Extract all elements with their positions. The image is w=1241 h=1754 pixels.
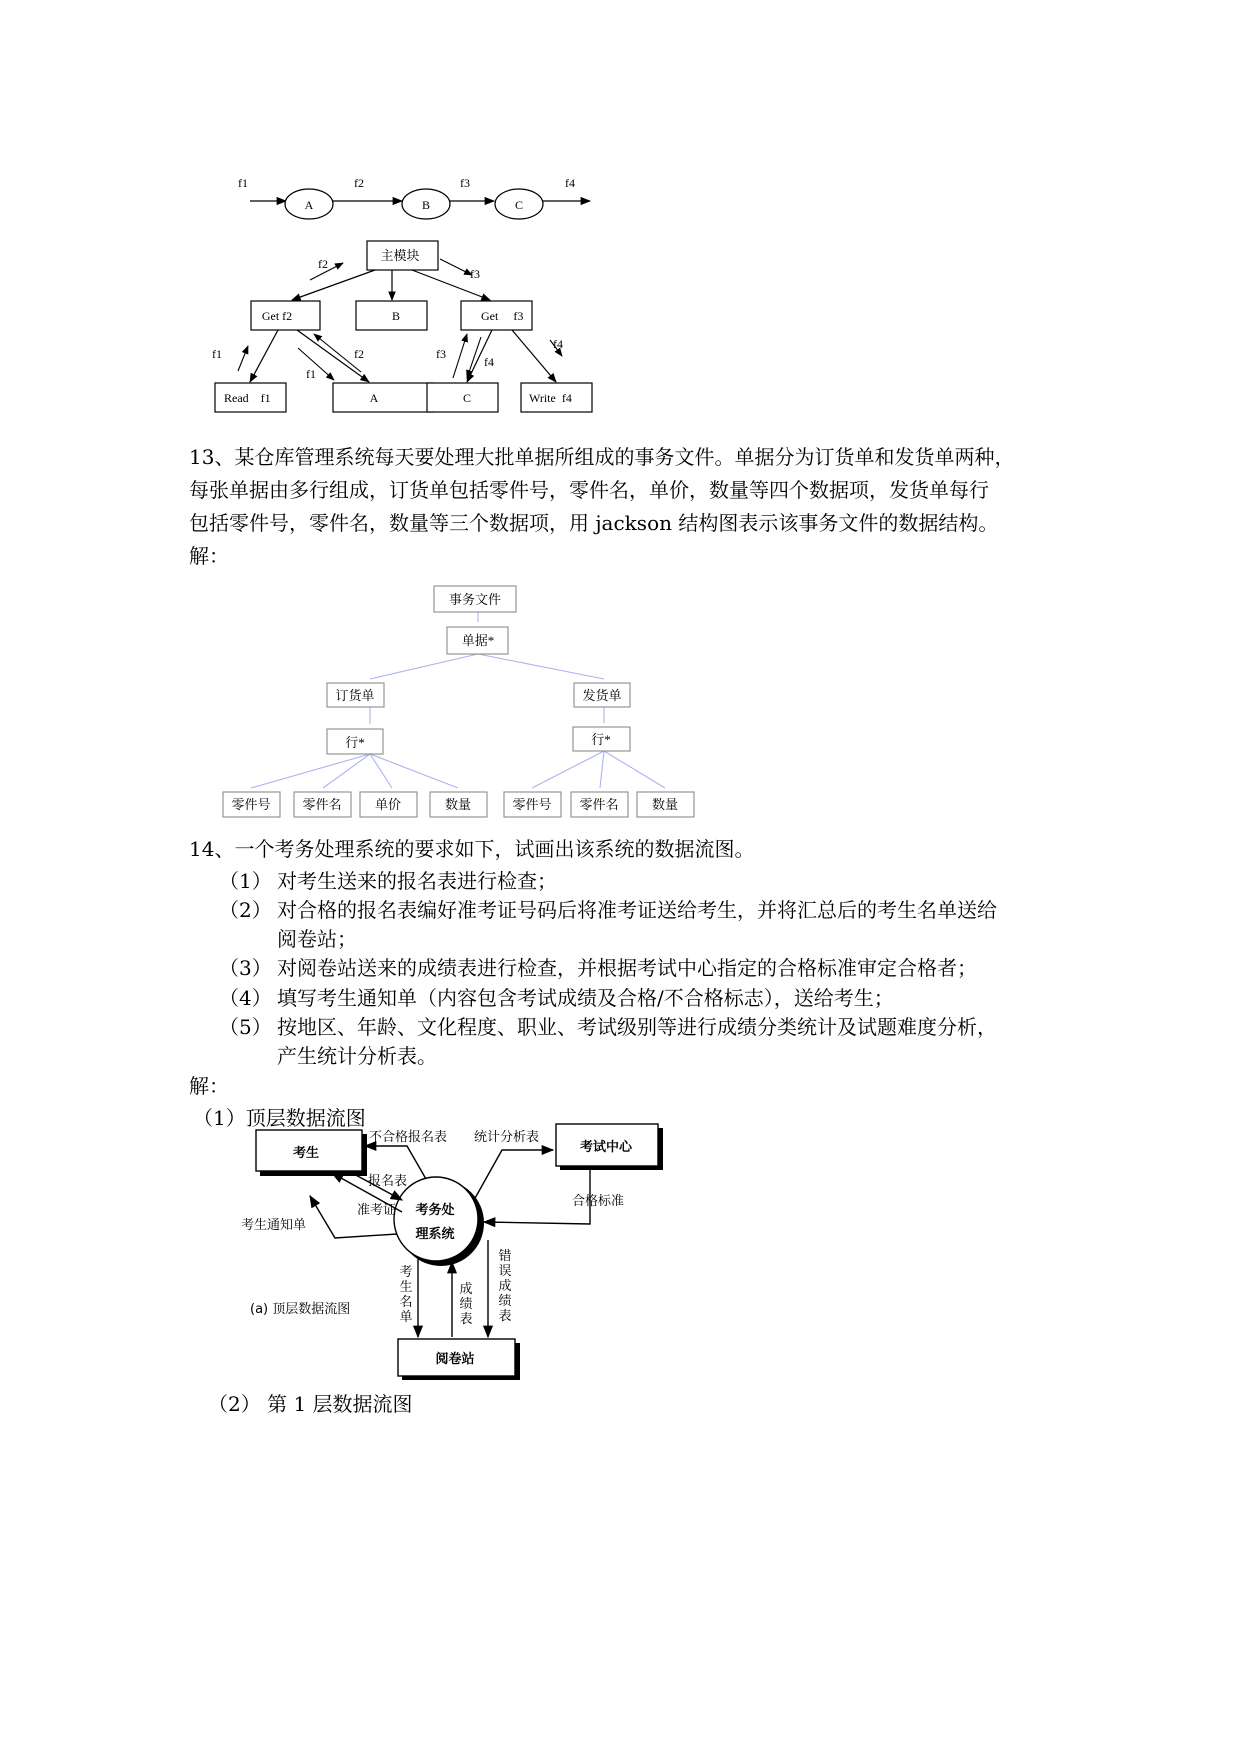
process-c-label: C bbox=[514, 198, 524, 212]
requirement-number: （2） bbox=[219, 898, 272, 922]
read-f1-label: Read f1 bbox=[224, 391, 271, 405]
question-14-intro: 14、一个考务处理系统的要求如下，试画出该系统的数据流图。 bbox=[189, 837, 755, 861]
label-ship-part-no: 零件号 bbox=[512, 797, 552, 812]
flow-application-form-label: 报名表 bbox=[368, 1174, 408, 1189]
label-shipping-form: 发货单 bbox=[582, 688, 622, 703]
label-document: 单据* bbox=[461, 633, 495, 648]
flow-reject-form-label: 不合格报名表 bbox=[369, 1130, 448, 1145]
process-exam-system-circle bbox=[394, 1177, 478, 1261]
flow-score-table-label: 成绩表 bbox=[459, 1282, 473, 1327]
b-module-label: B bbox=[391, 309, 401, 323]
label-ship-part-name: 零件名 bbox=[579, 797, 619, 812]
grading-station-label: 阅卷站 bbox=[435, 1352, 475, 1367]
label-shipping-row: 行* bbox=[591, 732, 611, 747]
requirement-text: 对考生送来的报名表进行检查； bbox=[277, 869, 557, 893]
label-order-row: 行* bbox=[345, 735, 365, 750]
label-f2-top: f2 bbox=[318, 257, 328, 271]
a-module-label: A bbox=[369, 391, 379, 405]
label-order-form: 订货单 bbox=[335, 688, 375, 703]
question-13-line-1: 13、某仓库管理系统每天要处理大批单据所组成的事务文件。单据分为订货单和发货单两种， bbox=[189, 445, 1015, 469]
flow-standard-label: 合格标准 bbox=[572, 1194, 625, 1209]
figure-caption: (a) 顶层数据流图 bbox=[250, 1302, 351, 1317]
label-f3-top: f3 bbox=[470, 267, 480, 281]
process-a-label: A bbox=[304, 198, 314, 212]
label-ship-qty: 数量 bbox=[651, 797, 679, 812]
label-f2-mid: f2 bbox=[354, 347, 364, 361]
main-module-label: 主模块 bbox=[380, 249, 420, 264]
label-f4-write: f4 bbox=[553, 337, 563, 351]
c-module-label: C bbox=[462, 391, 472, 405]
label-order-qty: 数量 bbox=[444, 797, 472, 812]
process-label-line-1: 考务处 bbox=[415, 1203, 455, 1218]
requirement-text: 对阅卷站送来的成绩表进行检查，并根据考试中心指定的合格标准审定合格者； bbox=[277, 956, 977, 980]
requirement-text: 阅卷站； bbox=[277, 927, 357, 951]
get-f3-label: Get f3 bbox=[481, 309, 524, 323]
write-f4-label: Write f4 bbox=[529, 391, 572, 405]
question-13-line-2: 每张单据由多行组成，订货单包括零件号，零件名，单价，数量等四个数据项，发货单每行 bbox=[189, 478, 989, 502]
exam-center-label: 考试中心 bbox=[579, 1140, 633, 1155]
requirement-text: 按地区、年龄、文化程度、职业、考试级别等进行成绩分类统计及试题难度分析， bbox=[277, 1015, 997, 1039]
requirement-number: （5） bbox=[219, 1015, 272, 1039]
requirement-number: （4） bbox=[219, 986, 272, 1010]
flow-stat-table-label: 统计分析表 bbox=[474, 1130, 540, 1145]
label-order-part-no: 零件号 bbox=[231, 797, 271, 812]
label-order-part-name: 零件名 bbox=[302, 797, 342, 812]
requirement-number: （3） bbox=[219, 956, 272, 980]
flow-f2-label: f2 bbox=[354, 176, 364, 190]
label-f4-c: f4 bbox=[484, 355, 494, 369]
requirement-number: （1） bbox=[219, 869, 272, 893]
subheading-top-level-dfd: （1）顶层数据流图 bbox=[193, 1106, 366, 1130]
question-14-answer-label: 解： bbox=[189, 1074, 229, 1098]
process-label-line-2: 理系统 bbox=[415, 1227, 455, 1242]
label-f1-left: f1 bbox=[212, 347, 222, 361]
flow-error-score-label: 错误成绩表 bbox=[498, 1249, 512, 1324]
flow-f3-label: f3 bbox=[460, 176, 470, 190]
subheading-level-1-dfd: （2） 第 1 层数据流图 bbox=[208, 1392, 413, 1416]
label-f3-c: f3 bbox=[436, 347, 446, 361]
label-transaction-file: 事务文件 bbox=[448, 592, 502, 607]
label-f1-mid: f1 bbox=[306, 367, 316, 381]
question-13-answer-label: 解： bbox=[189, 544, 229, 568]
question-13-line-3: 包括零件号，零件名，数量等三个数据项，用 jackson 结构图表示该事务文件的数据结构。 bbox=[189, 511, 999, 535]
flow-ticket-label: 准考证 bbox=[357, 1203, 397, 1218]
student-label: 考生 bbox=[292, 1146, 320, 1161]
label-order-price: 单价 bbox=[374, 797, 402, 812]
requirement-text: 对合格的报名表编好准考证号码后将准考证送给考生，并将汇总后的考生名单送给 bbox=[277, 898, 997, 922]
requirement-text: 产生统计分析表。 bbox=[277, 1044, 437, 1068]
requirement-text: 填写考生通知单（内容包含考试成绩及合格/不合格标志），送给考生； bbox=[277, 986, 894, 1010]
flow-f1-label: f1 bbox=[238, 176, 248, 190]
flow-f4-label: f4 bbox=[565, 176, 575, 190]
process-b-label: B bbox=[421, 198, 431, 212]
flow-notice-label: 考生通知单 bbox=[241, 1218, 307, 1233]
flow-name-list-label: 考生名单 bbox=[399, 1265, 413, 1325]
get-f2-label: Get f2 bbox=[261, 309, 293, 323]
